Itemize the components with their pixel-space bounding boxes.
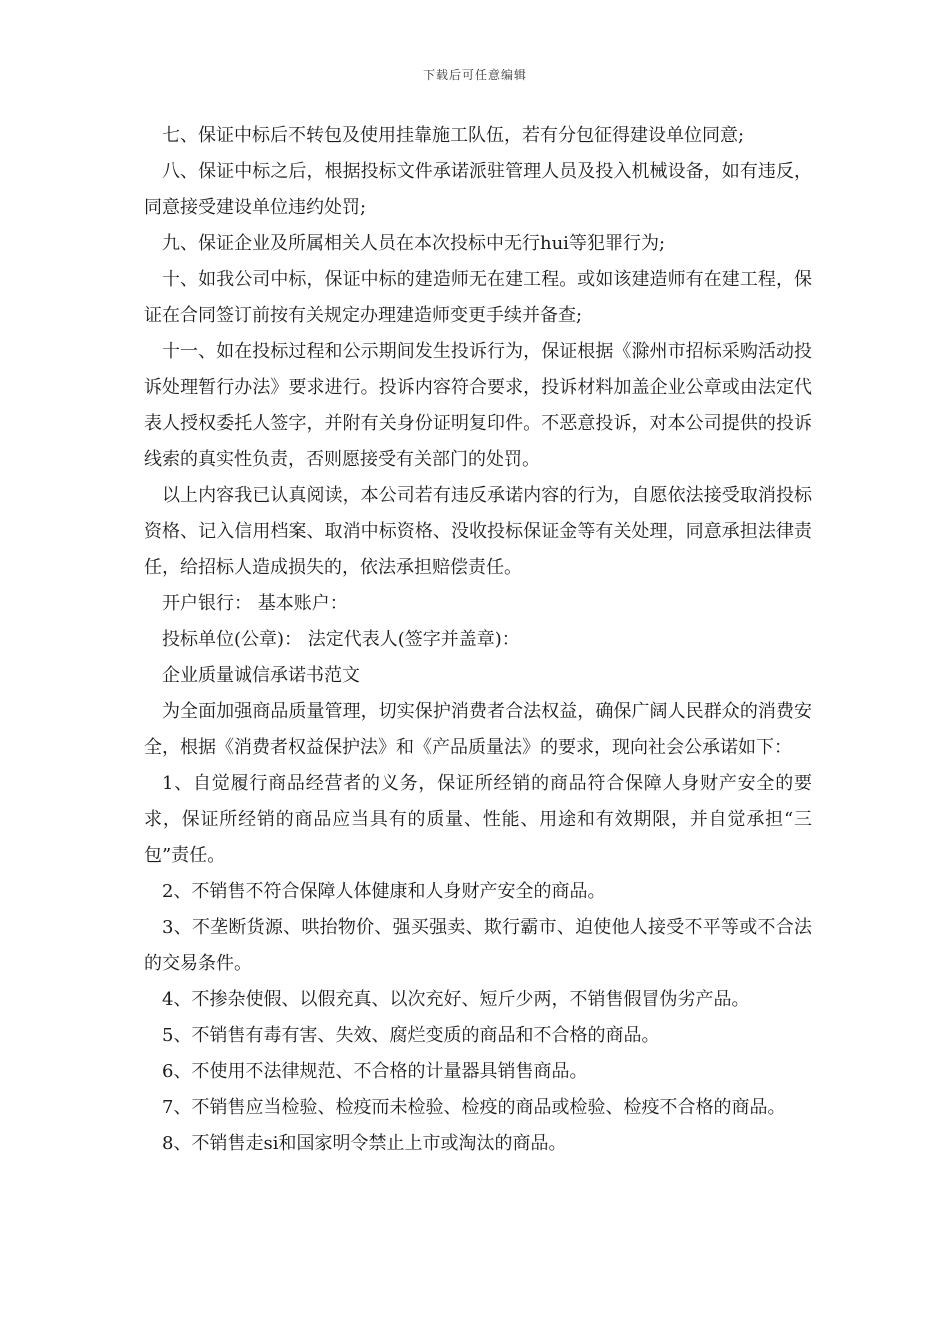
list-item-8: 8、不销售走si和国家明令禁止上市或淘汰的商品。 (162, 1133, 567, 1154)
paragraph-clause-8: 八、保证中标之后，根据投标文件承诺派驻管理人员及投入机械设备，如有违反，同意接受建设单位违约处罚; (144, 161, 812, 218)
paragraph-clause-11: 十一、如在投标过程和公示期间发生投诉行为，保证根据《滁州市招标采购活动投诉处理暂行办法》要求进行。投诉内容符合要求，投诉材料加盖企业公章或由法定代表人授权委托人签字，并附有关身份证明复印件。不恶意投诉，对本公司提供的投诉线索的真实性负责，否则愿接受有关部门的处罚。 (144, 341, 812, 470)
list-item-7: 7、不销售应当检验、检疫而未检验、检疫的商品或检验、检疫不合格的商品。 (162, 1097, 786, 1118)
section-title: 企业质量诚信承诺书范文 (162, 665, 360, 686)
paragraph-bidder-signature: 投标单位(公章)： 法定代表人(签字并盖章)： (162, 629, 520, 650)
list-item-6: 6、不使用不法律规范、不合格的计量器具销售商品。 (162, 1061, 588, 1082)
list-item-4: 4、不掺杂使假、以假充真、以次充好、短斤少两，不销售假冒伪劣产品。 (162, 989, 750, 1010)
paragraph-intro: 为全面加强商品质量管理，切实保护消费者合法权益，确保广阔人民群众的消费安全，根据《消费者权益保护法》和《产品质量法》的要求，现向社会公承诺如下： (144, 701, 812, 758)
paragraph-clause-10: 十、如我公司中标，保证中标的建造师无在建工程。或如该建造师有在建工程，保证在合同签订前按有关规定办理建造师变更手续并备查; (144, 269, 812, 326)
page-header: 下载后可任意编辑 (422, 68, 527, 82)
list-item-1: 1、自觉履行商品经营者的义务，保证所经销的商品符合保障人身财产安全的要求，保证所经销的商品应当具有的质量、性能、用途和有效期限，并自觉承担“三包”责任。 (144, 773, 812, 866)
list-item-2: 2、不销售不符合保障人体健康和人身财产安全的商品。 (162, 881, 606, 902)
list-item-3: 3、不垄断货源、哄抬物价、强买强卖、欺行霸市、迫使他人接受不平等或不合法的交易条件。 (144, 917, 812, 974)
paragraph-acknowledgement: 以上内容我已认真阅读，本公司若有违反承诺内容的行为，自愿依法接受取消投标资格、记入信用档案、取消中标资格、没收投标保证金等有关处理，同意承担法律责任，给招标人造成损失的，依法承担赔偿责任。 (144, 485, 812, 578)
list-item-5: 5、不销售有毒有害、失效、腐烂变质的商品和不合格的商品。 (162, 1025, 660, 1046)
document-body (144, 118, 812, 1162)
paragraph-clause-7: 七、保证中标后不转包及使用挂靠施工队伍，若有分包征得建设单位同意; (162, 125, 745, 146)
paragraph-bank-account: 开户银行： 基本账户： (162, 593, 348, 614)
paragraph-clause-9: 九、保证企业及所属相关人员在本次投标中无行hui等犯罪行为; (162, 233, 666, 254)
